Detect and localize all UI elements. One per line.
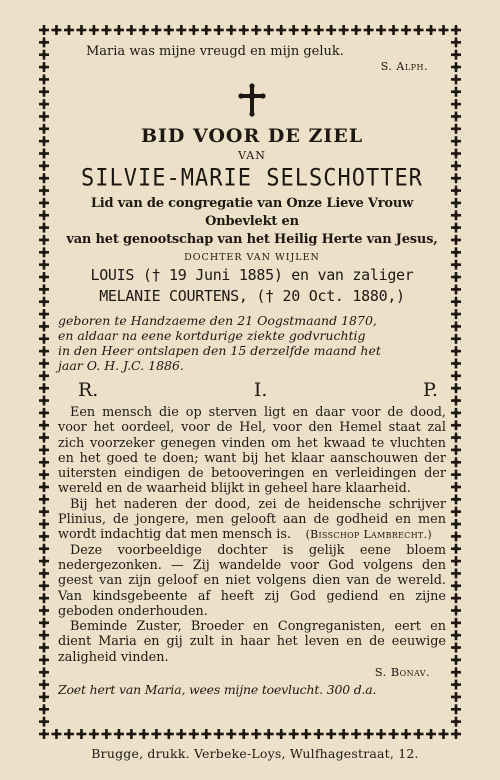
printer-imprint: Brugge, drukk. Verbeke-Loys, Wulfhagestraat, 12.: [91, 746, 419, 761]
born-line: en aldaar na eene kortdurige ziekte godvruchtig: [58, 328, 366, 343]
paragraph-source: S. Bonav.: [374, 665, 430, 680]
mother-line: MELANIE COURTENS, († 20 Oct. 1880,): [99, 287, 405, 305]
membership-text: [58, 195, 446, 249]
deceased-name: SILVIE-MARIE SELSCHOTTER: [81, 164, 423, 193]
meditation-text: [58, 405, 446, 665]
cross-wrap: [58, 83, 446, 119]
ornamental-cross-icon: [237, 83, 267, 117]
epigraph-quote: Maria was mijne vreugd en mijn geluk.: [86, 44, 344, 59]
paragraph: Deze voorbeeldige dochter is gelijk eene bloem nedergezonken. — Zij wandelde voor God volgens den geest van zijn geloof en niet volgens dien van de wereld. Van kindsgebeente af heeft zij God gediend en zijne geboden onderhouden.: [58, 542, 446, 619]
membership-line-2: van het genootschap van het Heilig Herte van Jesus,: [66, 232, 438, 247]
van-label: VAN: [238, 149, 266, 162]
prayer-heading: BID VOOR DE ZIEL: [140, 125, 364, 147]
indulgence-prayer: Zoet hert van Maria, wees mijne toevlucht. 300 d.a.: [58, 682, 377, 698]
paragraph: Beminde Zuster, Broeder en Congreganisten, eert en dient Maria en gij zult in haar het leven en de eeuwige zaligheid vinden.: [58, 619, 446, 665]
paragraph: [58, 497, 446, 543]
rip-line: [58, 379, 446, 401]
daughter-of-label: DOCHTER VAN WIJLEN: [184, 252, 320, 263]
paragraph: Een mensch die op sterven ligt en daar voor de dood, voor het oordeel, voor de Hel, voor den Hemel staat zal zich voorzeker genegen vinden om het kwaad te vluchten en het goed te doen; want bij het klaar aanschouwen der uitersten eindigen de betooveringen en verleidingen der wereld en de waarheid blijkt in geheel hare klaarheid.: [58, 405, 446, 497]
father-line: LOUIS († 19 Juni 1885) en van zaliger: [90, 266, 414, 284]
epigraph-source: S. Alph.: [380, 60, 428, 73]
birth-death-text: [58, 313, 446, 373]
rip-letter: P.: [423, 379, 438, 401]
membership-line-1: Lid van de congregatie van Onze Lieve Vrouw Onbevlekt en: [90, 196, 414, 229]
rip-letter: R.: [78, 379, 99, 401]
born-line: in den Heer ontslapen den 15 derzelfde maand het: [58, 343, 381, 358]
rip-letter: I.: [253, 379, 268, 401]
born-line: jaar O. H. J.C. 1886.: [58, 358, 184, 373]
paragraph-source: (Bisschop Lambrecht.): [305, 528, 432, 542]
paragraph-text: Bij het naderen der dood, zei de heidensche schrijver Plinius, de jongere, men gelooft aan de godheid en men wordt indachtig dat men mensch is.: [58, 496, 446, 543]
card-content: [58, 44, 446, 697]
born-line: geboren te Handzaeme den 21 Oogstmaand 1870,: [58, 313, 377, 328]
